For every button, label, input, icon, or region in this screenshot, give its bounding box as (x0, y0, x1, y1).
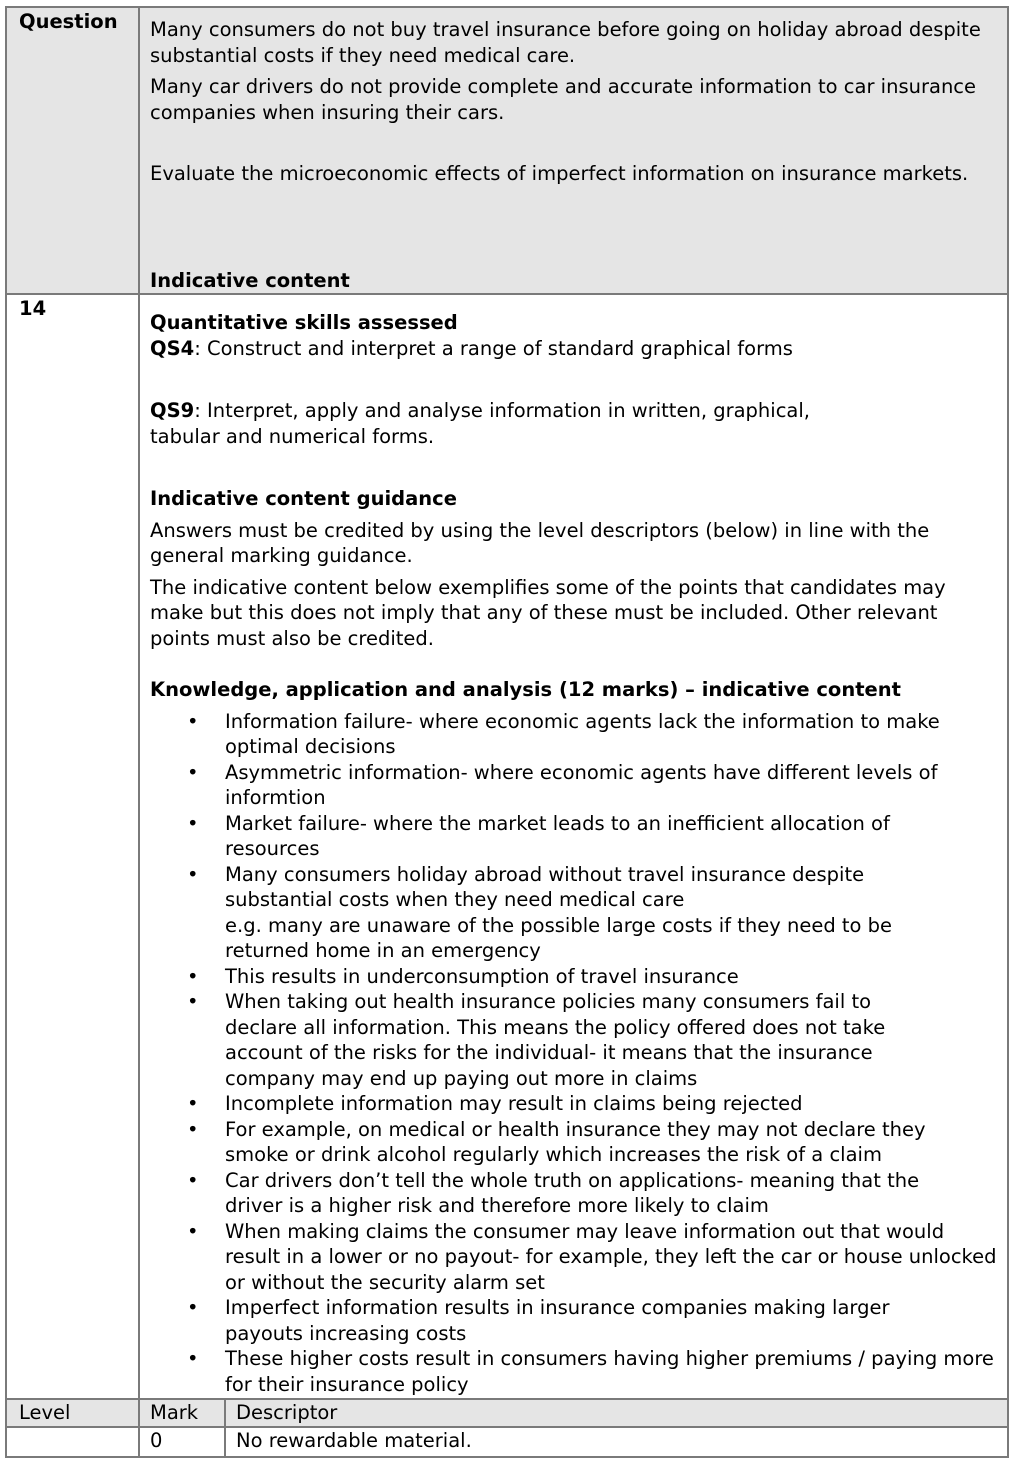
qs4-line (150, 336, 1007, 362)
levels-header-row (7, 1400, 1007, 1428)
list-item: • Imperfect information results in insurance companies making larger payouts increasing costs (225, 1295, 945, 1346)
mark-scheme-table (5, 6, 1009, 1458)
question-prompt: Evaluate the microeconomic effects of imperfect information on insurance markets. (150, 162, 969, 185)
indicative-content-cell (140, 295, 1007, 1398)
question-cell (140, 8, 1007, 293)
question-row (7, 8, 1007, 295)
list-item: • Market failure- where the market leads to an inefficient allocation of resources (225, 811, 955, 862)
question-paragraph: Many car drivers do not provide complete and accurate information to car insurance companies when insuring their cars. (150, 75, 977, 124)
list-item: • For example, on medical or health insurance they may not declare they smoke or drink alcohol regularly which increases the risk of a claim (225, 1117, 985, 1168)
qs-heading: Quantitative skills assessed (150, 311, 458, 334)
list-item: • When taking out health insurance policies many consumers fail to declare all information. This means the policy offered does not take account of the risks for the individual- it means that the insurance company may end up paying out more in claims (225, 989, 945, 1091)
levels-table-row (7, 1428, 1007, 1456)
qs4-text: : Construct and interpret a range of standard graphical forms (194, 336, 793, 360)
mark-header: Mark (140, 1400, 226, 1426)
list-item (225, 862, 1007, 964)
indicative-content-row (7, 295, 1007, 1400)
qs9-text: : Interpret, apply and analyse information in written, graphical, tabular and numerical forms. (150, 399, 810, 448)
list-item-text: • Many consumers holiday abroad without travel insurance despite substantial costs when they need medical care (225, 862, 865, 911)
level-cell (7, 1428, 140, 1456)
list-item: • Information failure- where economic agents lack the information to make optimal decisions (225, 709, 945, 760)
list-item: • Asymmetric information- where economic agents have different levels of informtion (225, 760, 1007, 811)
list-item: • These higher costs result in consumers having higher premiums / paying more for their insurance policy (225, 1346, 1000, 1397)
list-item: • This results in underconsumption of travel insurance (225, 964, 1007, 990)
list-item: • When making claims the consumer may leave information out that would result in a lower or no payout- for example, they left the car or house unlocked or without the security alarm set (225, 1219, 1000, 1296)
question-number: 14 (7, 295, 140, 1398)
guidance-paragraph: The indicative content below exemplifies some of the points that candidates may make but this does not imply that any of these must be included. Other relevant points must also be credited. (150, 575, 946, 650)
qs4-code: QS4 (150, 336, 195, 360)
list-item: • Car drivers don’t tell the whole truth on applications- meaning that the driver is a higher risk and therefore more likely to claim (225, 1168, 980, 1219)
question-label: Question (7, 8, 140, 293)
indicative-points-list (150, 709, 1007, 1398)
mark-cell: 0 (140, 1428, 226, 1456)
qs9-line (150, 398, 880, 449)
indicative-content-heading: Indicative content (150, 269, 350, 292)
level-header: Level (7, 1400, 140, 1426)
guidance-heading: Indicative content guidance (150, 487, 457, 510)
descriptor-header: Descriptor (236, 1401, 338, 1424)
list-item: • Incomplete information may result in claims being rejected (225, 1091, 1007, 1117)
guidance-paragraph: Answers must be credited by using the level descriptors (below) in line with the general marking guidance. (150, 518, 930, 567)
question-paragraph: Many consumers do not buy travel insurance before going on holiday abroad despite substantial costs if they need medical care. (150, 18, 981, 67)
kaa-heading: Knowledge, application and analysis (12 marks) – indicative content (150, 678, 901, 701)
qs9-code: QS9 (150, 399, 195, 422)
descriptor-cell: No rewardable material. (236, 1429, 472, 1452)
list-item-example: e.g. many are unaware of the possible large costs if they need to be returned home in an emergency (225, 913, 893, 962)
